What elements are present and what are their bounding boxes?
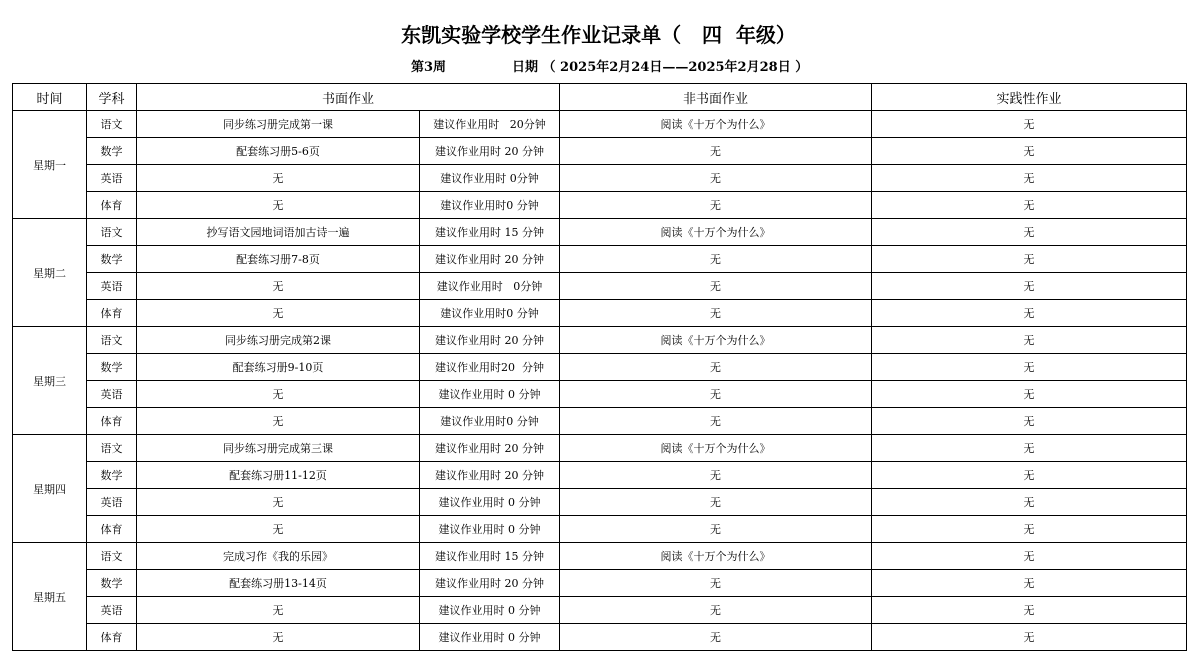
subject-cell: 英语 xyxy=(87,489,137,516)
table-row xyxy=(13,354,1187,381)
day-cell: 星期一 xyxy=(13,111,87,219)
table-row xyxy=(13,165,1187,192)
written-homework-cell: 配套练习册5-6页 xyxy=(137,138,420,165)
suggested-time-cell: 建议作业用时 20 分钟 xyxy=(420,435,560,462)
table-row xyxy=(13,624,1187,651)
homework-record-table xyxy=(12,83,1187,651)
table-row xyxy=(13,408,1187,435)
nonwritten-homework-cell: 无 xyxy=(560,354,872,381)
written-homework-cell: 配套练习册13-14页 xyxy=(137,570,420,597)
table-row xyxy=(13,597,1187,624)
subject-cell: 体育 xyxy=(87,624,137,651)
day-cell: 星期三 xyxy=(13,327,87,435)
written-homework-cell: 无 xyxy=(137,381,420,408)
subject-cell: 英语 xyxy=(87,273,137,300)
table-row xyxy=(13,138,1187,165)
practice-homework-cell: 无 xyxy=(872,273,1187,300)
table-row xyxy=(13,219,1187,246)
subject-cell: 数学 xyxy=(87,462,137,489)
suggested-time-cell: 建议作业用时0 分钟 xyxy=(420,192,560,219)
table-row xyxy=(13,435,1187,462)
suggested-time-cell: 建议作业用时 15 分钟 xyxy=(420,219,560,246)
practice-homework-cell: 无 xyxy=(872,111,1187,138)
subject-cell: 体育 xyxy=(87,300,137,327)
practice-homework-cell: 无 xyxy=(872,219,1187,246)
written-homework-cell: 同步练习册完成第2课 xyxy=(137,327,420,354)
suggested-time-cell: 建议作业用时 15 分钟 xyxy=(420,543,560,570)
subject-cell: 语文 xyxy=(87,219,137,246)
written-homework-cell: 无 xyxy=(137,192,420,219)
suggested-time-cell: 建议作业用时0 分钟 xyxy=(420,408,560,435)
table-header-row xyxy=(13,84,1187,111)
suggested-time-cell: 建议作业用时 0 分钟 xyxy=(420,624,560,651)
subject-cell: 数学 xyxy=(87,354,137,381)
suggested-time-cell: 建议作业用时 0 分钟 xyxy=(420,489,560,516)
suggested-time-cell: 建议作业用时 20 分钟 xyxy=(420,246,560,273)
header-nonwritten: 非书面作业 xyxy=(560,84,872,111)
table-row xyxy=(13,516,1187,543)
table-row xyxy=(13,381,1187,408)
nonwritten-homework-cell: 无 xyxy=(560,597,872,624)
subject-cell: 英语 xyxy=(87,165,137,192)
written-homework-cell: 抄写语文园地词语加古诗一遍 xyxy=(137,219,420,246)
written-homework-cell: 无 xyxy=(137,597,420,624)
nonwritten-homework-cell: 阅读《十万个为什么》 xyxy=(560,219,872,246)
practice-homework-cell: 无 xyxy=(872,408,1187,435)
suggested-time-cell: 建议作业用时 20 分钟 xyxy=(420,327,560,354)
practice-homework-cell: 无 xyxy=(872,435,1187,462)
header-practice: 实践性作业 xyxy=(872,84,1187,111)
nonwritten-homework-cell: 无 xyxy=(560,300,872,327)
suggested-time-cell: 建议作业用时 0 分钟 xyxy=(420,516,560,543)
practice-homework-cell: 无 xyxy=(872,624,1187,651)
subject-cell: 语文 xyxy=(87,327,137,354)
suggested-time-cell: 建议作业用时 0 分钟 xyxy=(420,597,560,624)
subject-cell: 体育 xyxy=(87,408,137,435)
subject-cell: 语文 xyxy=(87,435,137,462)
table-row xyxy=(13,192,1187,219)
header-subject: 学科 xyxy=(87,84,137,111)
week-label: 第3周 xyxy=(411,60,447,75)
nonwritten-homework-cell: 无 xyxy=(560,516,872,543)
table-row xyxy=(13,570,1187,597)
practice-homework-cell: 无 xyxy=(872,516,1187,543)
suggested-time-cell: 建议作业用时 20 分钟 xyxy=(420,138,560,165)
table-row xyxy=(13,273,1187,300)
subject-cell: 语文 xyxy=(87,111,137,138)
written-homework-cell: 无 xyxy=(137,165,420,192)
header-time: 时间 xyxy=(13,84,87,111)
practice-homework-cell: 无 xyxy=(872,165,1187,192)
suggested-time-cell: 建议作业用时 20分钟 xyxy=(420,111,560,138)
practice-homework-cell: 无 xyxy=(872,597,1187,624)
practice-homework-cell: 无 xyxy=(872,354,1187,381)
subject-cell: 体育 xyxy=(87,516,137,543)
practice-homework-cell: 无 xyxy=(872,138,1187,165)
subject-cell: 数学 xyxy=(87,570,137,597)
suggested-time-cell: 建议作业用时 0 分钟 xyxy=(420,381,560,408)
written-homework-cell: 完成习作《我的乐园》 xyxy=(137,543,420,570)
page-title: 东凯实验学校学生作业记录单（ 四 年级） xyxy=(401,23,796,47)
suggested-time-cell: 建议作业用时 20 分钟 xyxy=(420,462,560,489)
written-homework-cell: 配套练习册7-8页 xyxy=(137,246,420,273)
subject-cell: 语文 xyxy=(87,543,137,570)
nonwritten-homework-cell: 无 xyxy=(560,381,872,408)
subject-cell: 数学 xyxy=(87,246,137,273)
written-homework-cell: 配套练习册9-10页 xyxy=(137,354,420,381)
nonwritten-homework-cell: 无 xyxy=(560,489,872,516)
nonwritten-homework-cell: 无 xyxy=(560,624,872,651)
practice-homework-cell: 无 xyxy=(872,327,1187,354)
subject-cell: 数学 xyxy=(87,138,137,165)
nonwritten-homework-cell: 无 xyxy=(560,570,872,597)
practice-homework-cell: 无 xyxy=(872,543,1187,570)
written-homework-cell: 无 xyxy=(137,408,420,435)
suggested-time-cell: 建议作业用时20 分钟 xyxy=(420,354,560,381)
practice-homework-cell: 无 xyxy=(872,246,1187,273)
table-row xyxy=(13,462,1187,489)
nonwritten-homework-cell: 无 xyxy=(560,192,872,219)
day-cell: 星期四 xyxy=(13,435,87,543)
practice-homework-cell: 无 xyxy=(872,381,1187,408)
suggested-time-cell: 建议作业用时 0分钟 xyxy=(420,273,560,300)
table-row xyxy=(13,543,1187,570)
date-range-label: 日期 （ 2025年2月24日——2025年2月28日 ） xyxy=(512,60,809,75)
written-homework-cell: 无 xyxy=(137,516,420,543)
nonwritten-homework-cell: 无 xyxy=(560,246,872,273)
nonwritten-homework-cell: 无 xyxy=(560,165,872,192)
nonwritten-homework-cell: 无 xyxy=(560,408,872,435)
written-homework-cell: 配套练习册11-12页 xyxy=(137,462,420,489)
table-body xyxy=(13,111,1187,651)
nonwritten-homework-cell: 阅读《十万个为什么》 xyxy=(560,543,872,570)
practice-homework-cell: 无 xyxy=(872,192,1187,219)
day-cell: 星期二 xyxy=(13,219,87,327)
practice-homework-cell: 无 xyxy=(872,570,1187,597)
written-homework-cell: 同步练习册完成第一课 xyxy=(137,111,420,138)
nonwritten-homework-cell: 阅读《十万个为什么》 xyxy=(560,111,872,138)
day-cell: 星期五 xyxy=(13,543,87,651)
table-row xyxy=(13,300,1187,327)
written-homework-cell: 无 xyxy=(137,624,420,651)
nonwritten-homework-cell: 无 xyxy=(560,462,872,489)
practice-homework-cell: 无 xyxy=(872,462,1187,489)
nonwritten-homework-cell: 阅读《十万个为什么》 xyxy=(560,435,872,462)
subject-cell: 体育 xyxy=(87,192,137,219)
table-row xyxy=(13,489,1187,516)
suggested-time-cell: 建议作业用时 20 分钟 xyxy=(420,570,560,597)
written-homework-cell: 无 xyxy=(137,273,420,300)
practice-homework-cell: 无 xyxy=(872,489,1187,516)
suggested-time-cell: 建议作业用时 0分钟 xyxy=(420,165,560,192)
nonwritten-homework-cell: 无 xyxy=(560,138,872,165)
nonwritten-homework-cell: 无 xyxy=(560,273,872,300)
written-homework-cell: 无 xyxy=(137,489,420,516)
suggested-time-cell: 建议作业用时0 分钟 xyxy=(420,300,560,327)
practice-homework-cell: 无 xyxy=(872,300,1187,327)
subject-cell: 英语 xyxy=(87,381,137,408)
table-row xyxy=(13,246,1187,273)
nonwritten-homework-cell: 阅读《十万个为什么》 xyxy=(560,327,872,354)
subject-cell: 英语 xyxy=(87,597,137,624)
table-row xyxy=(13,327,1187,354)
written-homework-cell: 同步练习册完成第三课 xyxy=(137,435,420,462)
header-written: 书面作业 xyxy=(137,84,560,111)
written-homework-cell: 无 xyxy=(137,300,420,327)
table-row xyxy=(13,111,1187,138)
